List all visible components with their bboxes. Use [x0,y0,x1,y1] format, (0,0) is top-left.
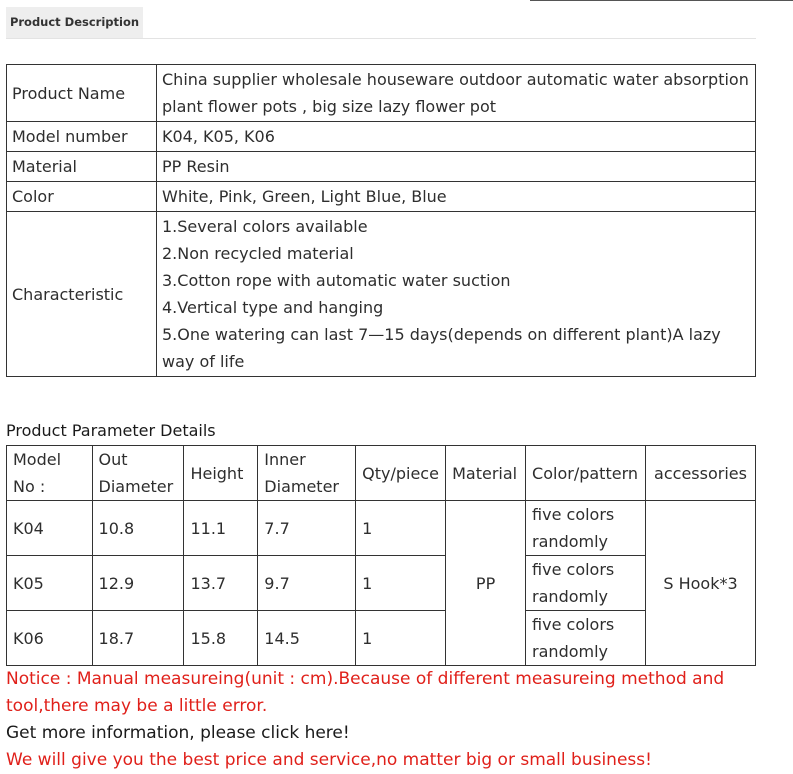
characteristic-item: 2.Non recycled material [162,244,354,263]
model-number-value: K04, K05, K06 [157,122,756,152]
color-pattern-cell: five colors randomly [526,501,646,556]
material-value: PP Resin [157,152,756,182]
accessories-cell: S Hook*3 [646,501,756,666]
characteristic-item: 4.Vertical type and hanging [162,298,384,317]
characteristic-item: 3.Cotton rope with automatic water suction [162,271,511,290]
characteristic-label: Characteristic [7,212,157,377]
header-out-diameter: Out Diameter [92,446,184,501]
table-row [7,65,756,122]
table-row [7,501,756,556]
table-header-row [7,446,756,501]
header-model: Model No : [7,446,93,501]
header-qty: Qty/piece [356,446,446,501]
promise-text: We will give you the best price and service,no matter big or small business! [6,750,652,770]
height-cell: 15.8 [184,611,258,666]
height-cell: 11.1 [184,501,258,556]
notes-section [6,666,766,774]
model-cell: K05 [7,556,93,611]
parameter-section-title: Product Parameter Details [6,421,216,440]
header-accessories: accessories [646,446,756,501]
product-name-value: China supplier wholesale houseware outdoor automatic water absorption plant flower pots , big size lazy flower pot [157,65,756,122]
tab-product-description[interactable]: Product Description [6,7,143,38]
characteristic-item: 5.One watering can last 7—15 days(depends on different plant)A lazy way of life [162,325,721,371]
color-pattern-cell: five colors randomly [526,611,646,666]
table-row [7,212,756,377]
color-label: Color [7,182,157,212]
top-divider-line [530,0,793,1]
notice-text: Notice : Manual measureing(unit : cm).Because of different measureing method and tool,there may be a little error. [6,669,725,716]
model-cell: K06 [7,611,93,666]
tab-bar [6,7,756,39]
product-info-table [6,64,756,377]
header-color-pattern: Color/pattern [526,446,646,501]
inner-diameter-cell: 9.7 [258,556,356,611]
material-label: Material [7,152,157,182]
table-row [7,182,756,212]
height-cell: 13.7 [184,556,258,611]
model-number-label: Model number [7,122,157,152]
out-diameter-cell: 10.8 [92,501,184,556]
table-row [7,611,756,666]
product-name-label: Product Name [7,65,157,122]
inner-diameter-cell: 14.5 [258,611,356,666]
header-material: Material [446,446,526,501]
out-diameter-cell: 12.9 [92,556,184,611]
table-row [7,556,756,611]
qty-cell: 1 [356,556,446,611]
table-row [7,122,756,152]
header-inner-diameter: Inner Diameter [258,446,356,501]
color-value: White, Pink, Green, Light Blue, Blue [157,182,756,212]
model-cell: K04 [7,501,93,556]
table-row [7,152,756,182]
color-pattern-cell: five colors randomly [526,556,646,611]
header-height: Height [184,446,258,501]
characteristic-value [157,212,756,377]
characteristic-item: 1.Several colors available [162,217,368,236]
qty-cell: 1 [356,501,446,556]
qty-cell: 1 [356,611,446,666]
more-info-link[interactable]: Get more information, please click here! [6,723,350,743]
inner-diameter-cell: 7.7 [258,501,356,556]
out-diameter-cell: 18.7 [92,611,184,666]
material-cell: PP [446,501,526,666]
more-info-row [6,720,766,747]
parameter-table [6,445,756,666]
